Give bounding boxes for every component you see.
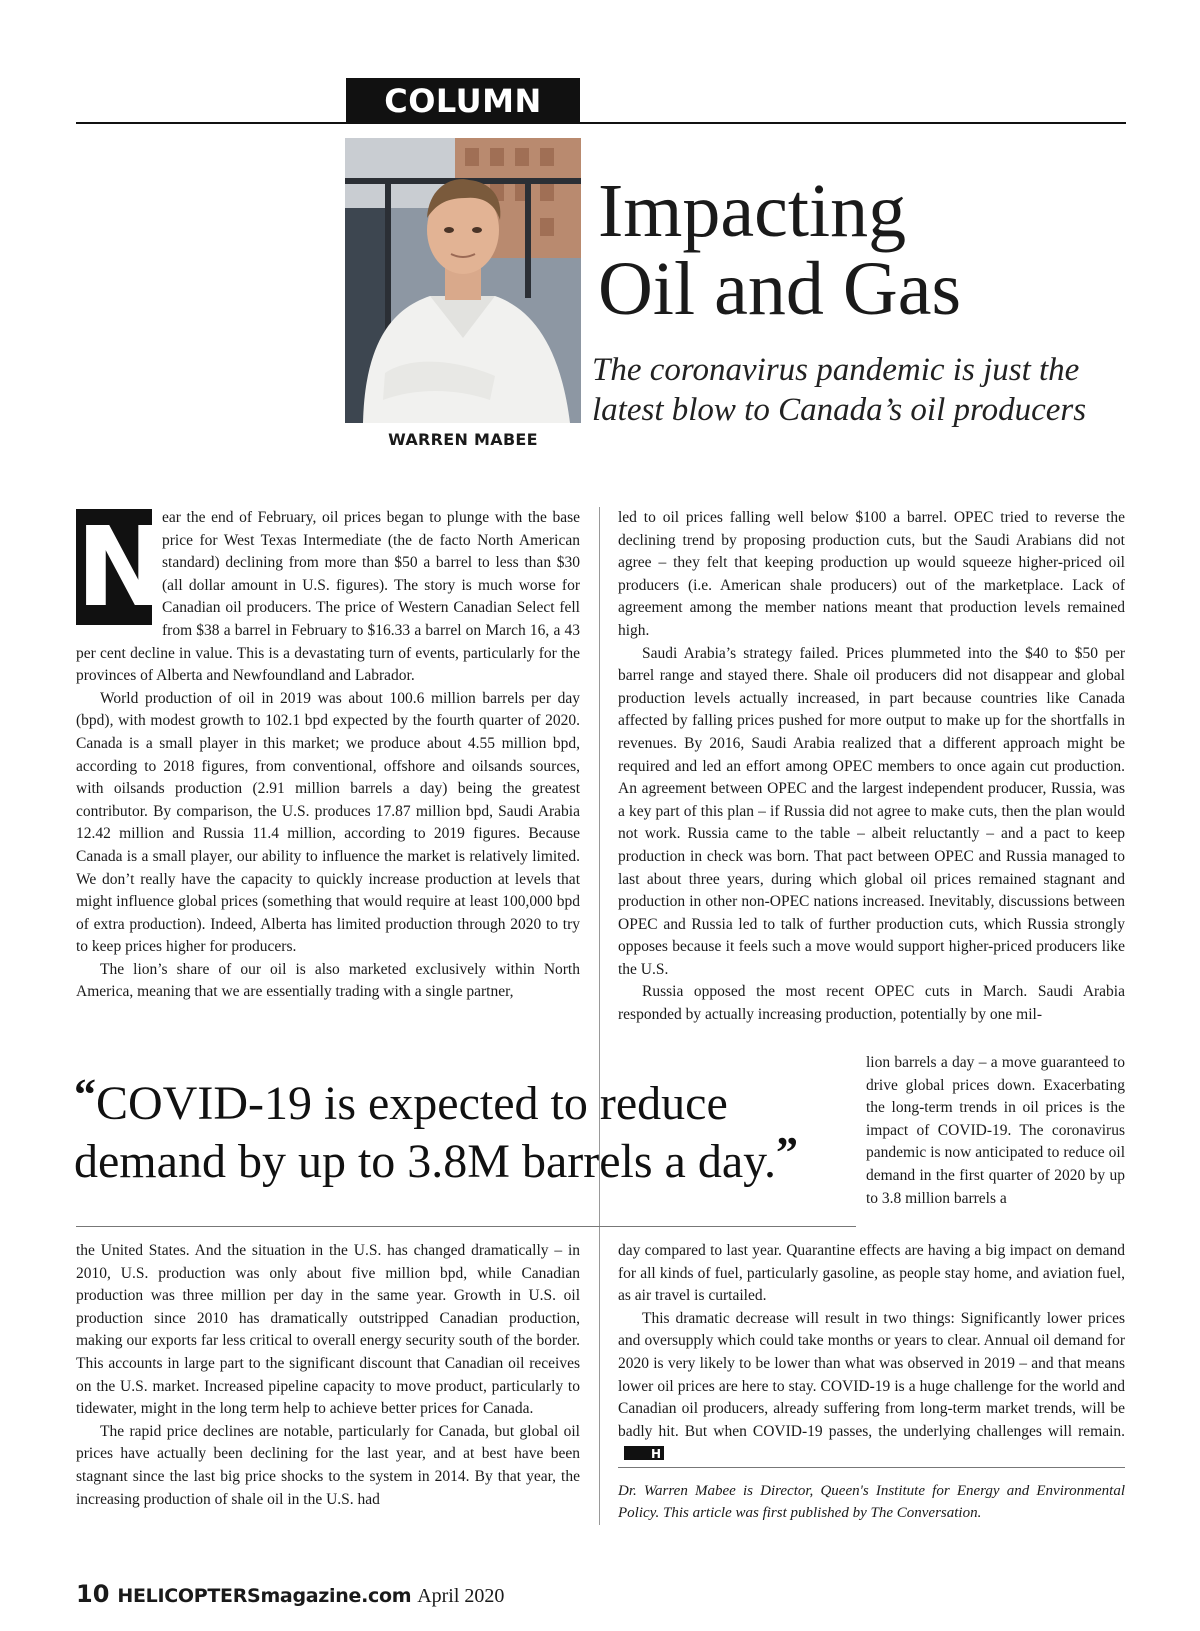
article-title — [598, 169, 1158, 331]
section-label: COLUMN — [346, 78, 580, 123]
column-right-top — [618, 507, 1125, 1052]
paragraph: World production of oil in 2019 was about 100.6 million barrels per day (bpd), with modest growth to 102.1 bpd expected by the fourth quarter of 2020. Canada is a small player in this market; we produce about 4.55 million bpd, according to 2018 figures, from conventional, offshore and oilsands sources, with oilsands production (2.91 million barrels a day) being the greatest contributor. By comparison, the U.S. produces 17.87 million bpd, Saudi Arabia 12.42 million and Russia 11.4 million, according to 2019 figures. Because Canada is a small player, our ability to influence the market is relatively limited. We don’t really have the capacity to quickly increase production at levels that might influence global prices (something that would require at least 100,000 bpd of extra production). Indeed, Alberta has limited production through 2020 to try to keep prices higher for producers. — [76, 689, 580, 956]
open-quote-mark: “ — [74, 1070, 96, 1119]
paragraph — [618, 1308, 1125, 1460]
paragraph: Russia opposed the most recent OPEC cuts in March. Saudi Arabia responded by actually increasing production, potentially by one mil- — [618, 983, 1125, 1024]
paragraph: The lion’s share of our oil is also marketed exclusively within North America, meaning that we are essentially trading with a single partner, — [76, 960, 580, 1001]
title-line-2: Oil and Gas — [598, 247, 962, 331]
bio-rule — [618, 1467, 1125, 1468]
header-rule — [76, 122, 1126, 124]
paragraph: ear the end of February, oil prices began to plunge with the base price for West Texas Intermediate (the de facto North American standard) declining from more than $50 a barrel to less than $30 (all dollar amount in U.S. figures). The story is much worse for Canadian oil producers. The price of Western Canadian Select fell from $38 a barrel in February to $16.33 a barrel on March 16, a 43 per cent decline in value. This is a devastating turn of events, particularly for the provinces of Alberta and Newfoundland and Labrador. — [76, 509, 580, 685]
author-name: WARREN MABEE — [388, 430, 538, 449]
paragraph: lion barrels a day – a move guaranteed to drive global prices down. Exacerbating the long-term trends in oil prices is the impact of COVID-19. The coronavirus pandemic is now anticipated to reduce oil demand in the first quarter of 2020 by up to 3.8 million barrels a — [866, 1054, 1125, 1207]
paragraph: the United States. And the situation in the U.S. has changed dramatically – in 2010, U.S. production was only about five million bpd, while Canadian production was three million per day in the same year. Growth in U.S. oil production since 2010 has dramatically outstripped Canadian production, making our exports far less critical to overall energy security south of the border. This accounts in large part to the significant discount that Canadian oil receives on the U.S. market. Increased pipeline capacity to move product, particularly to tidewater, might in the long term help to achieve better prices for Canada. — [76, 1242, 580, 1418]
close-quote-mark: ” — [776, 1128, 799, 1177]
page-footer — [76, 1580, 504, 1610]
column-right-bottom — [618, 1240, 1125, 1460]
author-bio: Dr. Warren Mabee is Director, Queen's Institute for Energy and Environmental Policy. This article was first published by The Conversation. — [618, 1483, 1125, 1521]
pull-quote-rule — [76, 1226, 856, 1227]
paragraph: day compared to last year. Quarantine effects are having a big impact on demand for all kinds of fuel, particularly gasoline, as people stay home, and aviation fuel, as air travel is curtailed. — [618, 1242, 1125, 1305]
issue-date: April 2020 — [417, 1585, 505, 1607]
end-mark-icon: H — [624, 1446, 664, 1460]
drop-cap: N — [76, 507, 169, 631]
pull-quote — [74, 1070, 854, 1191]
author-photo — [345, 138, 581, 423]
paragraph: Saudi Arabia’s strategy failed. Prices plummeted into the $40 to $50 per barrel range and stayed there. Shale oil producers did not disappear and global production levels actually increased, in part because countries like Canada affected by falling prices pushed for more output to make up for the shortfalls in revenues. By 2016, Saudi Arabia realized that a different approach might be required and led an effort among OPEC members to once again cut production. An agreement between OPEC and the largest independent producer, Russia, was a key part of this plan – if Russia did not agree to make cuts, then the plan would not work. Russia came to the table – albeit reluctantly – and a pact to keep production in check was born. That pact between OPEC and Russia managed to last about three years, during which global oil prices remained stagnant and production in other non-OPEC nations increased. Inevitably, discussions between OPEC and Russia led to talk of further production cuts, which Russia strongly opposes because it feels such a move would support higher-priced producers like the U.S. — [618, 644, 1125, 978]
column-divider — [599, 507, 600, 1525]
article-deck: The coronavirus pandemic is just the latest blow to Canada’s oil producers — [592, 352, 1087, 428]
column-right-middle — [866, 1052, 1125, 1237]
paragraph: The rapid price declines are notable, particularly for Canada, but global oil prices have actually been declining for the last year, and at best have been stagnant since the last big price shocks to the system in 2014. By that year, the increasing production of shale oil in the U.S. had — [76, 1422, 580, 1508]
column-left-top — [76, 507, 580, 1052]
magazine-site: HELICOPTERSmagazine.com — [117, 1585, 412, 1607]
page-number: 10 — [76, 1580, 110, 1608]
title-line-1: Impacting — [598, 169, 907, 253]
paragraph-text: This dramatic decrease will result in two things: Significantly lower prices and oversupply which could take months or years to clear. Annual oil demand for 2020 is very likely to be lower than what was observed in 2019 – and that means lower oil prices are here to stay. COVID-19 is a huge challenge for the world and Canadian oil producers, already suffering from long-term market trends, will be badly hit. But when COVID-19 passes, the underlying challenges will remain. — [618, 1309, 1125, 1440]
column-left-bottom — [76, 1240, 580, 1530]
paragraph: led to oil prices falling well below $100 a barrel. OPEC tried to reverse the declining trend by proposing production cuts, but the Saudi Arabians did not agree – they felt that keeping production up would squeeze higher-priced oil producers (i.e. American shale producers) out of the marketplace. Lack of agreement among the member nations meant that production levels remained high. — [618, 509, 1125, 639]
pull-quote-text: COVID-19 is expected to reduce demand by up to 3.8M barrels a day. — [74, 1077, 777, 1188]
